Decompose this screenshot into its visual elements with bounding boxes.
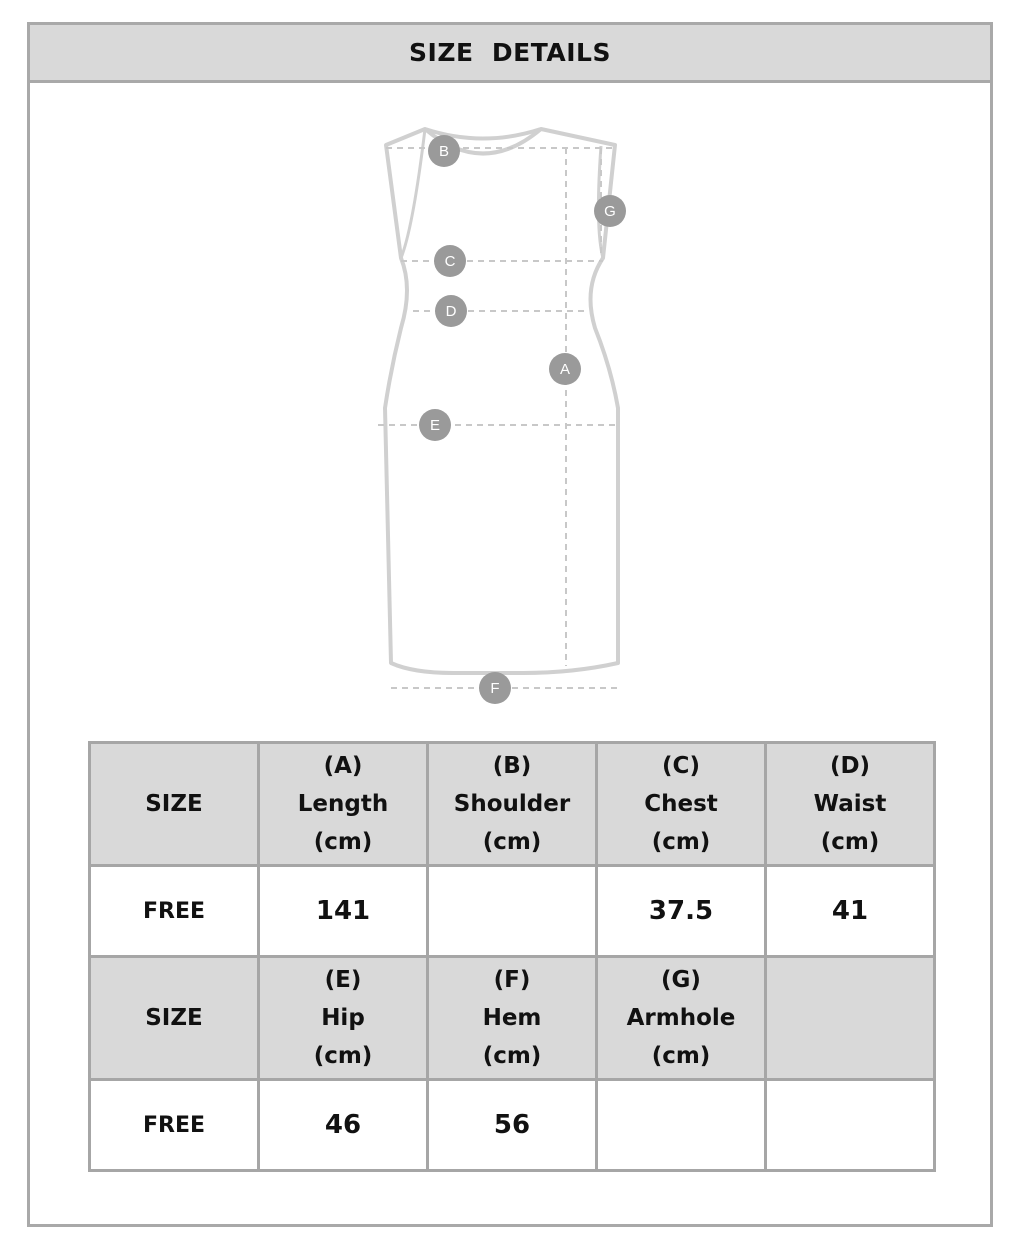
header-cell-armhole: (G) Armhole (cm) — [597, 957, 766, 1080]
marker-c — [434, 245, 466, 277]
table-row — [90, 1080, 935, 1171]
value-cell-length: 141 — [259, 866, 428, 957]
table-header-row — [90, 957, 935, 1080]
header-cell-empty — [766, 957, 935, 1080]
svg-text:B: B — [438, 143, 450, 160]
value-cell-hip: 46 — [259, 1080, 428, 1171]
size-value-cell: FREE — [90, 866, 259, 957]
marker-d — [435, 295, 467, 327]
table-row — [90, 866, 935, 957]
svg-text:D: D — [445, 303, 457, 320]
svg-text:A: A — [559, 361, 571, 378]
value-cell-armhole — [597, 1080, 766, 1171]
svg-text:E: E — [429, 417, 441, 434]
size-header-cell: SIZE — [90, 743, 259, 866]
header-cell-waist: (D) Waist (cm) — [766, 743, 935, 866]
dress-outline — [385, 129, 618, 673]
value-cell-hem: 56 — [428, 1080, 597, 1171]
dress-measurement-diagram — [333, 98, 653, 708]
marker-f — [479, 672, 511, 704]
svg-text:C: C — [444, 253, 456, 270]
marker-e — [419, 409, 451, 441]
marker-g — [594, 195, 626, 227]
header-cell-hip: (E) Hip (cm) — [259, 957, 428, 1080]
value-cell-chest: 37.5 — [597, 866, 766, 957]
header-cell-hem: (F) Hem (cm) — [428, 957, 597, 1080]
value-cell-shoulder — [428, 866, 597, 957]
svg-text:F: F — [490, 680, 500, 697]
svg-text:G: G — [604, 203, 616, 220]
size-value-cell: FREE — [90, 1080, 259, 1171]
size-table — [88, 741, 936, 1172]
header-cell-shoulder: (B) Shoulder (cm) — [428, 743, 597, 866]
header-cell-chest: (C) Chest (cm) — [597, 743, 766, 866]
marker-a — [549, 353, 581, 385]
size-header-cell: SIZE — [90, 957, 259, 1080]
header-cell-length: (A) Length (cm) — [259, 743, 428, 866]
value-cell-empty — [766, 1080, 935, 1171]
table-header-row — [90, 743, 935, 866]
page-title: SIZE DETAILS — [30, 25, 990, 83]
value-cell-waist: 41 — [766, 866, 935, 957]
marker-b — [428, 135, 460, 167]
